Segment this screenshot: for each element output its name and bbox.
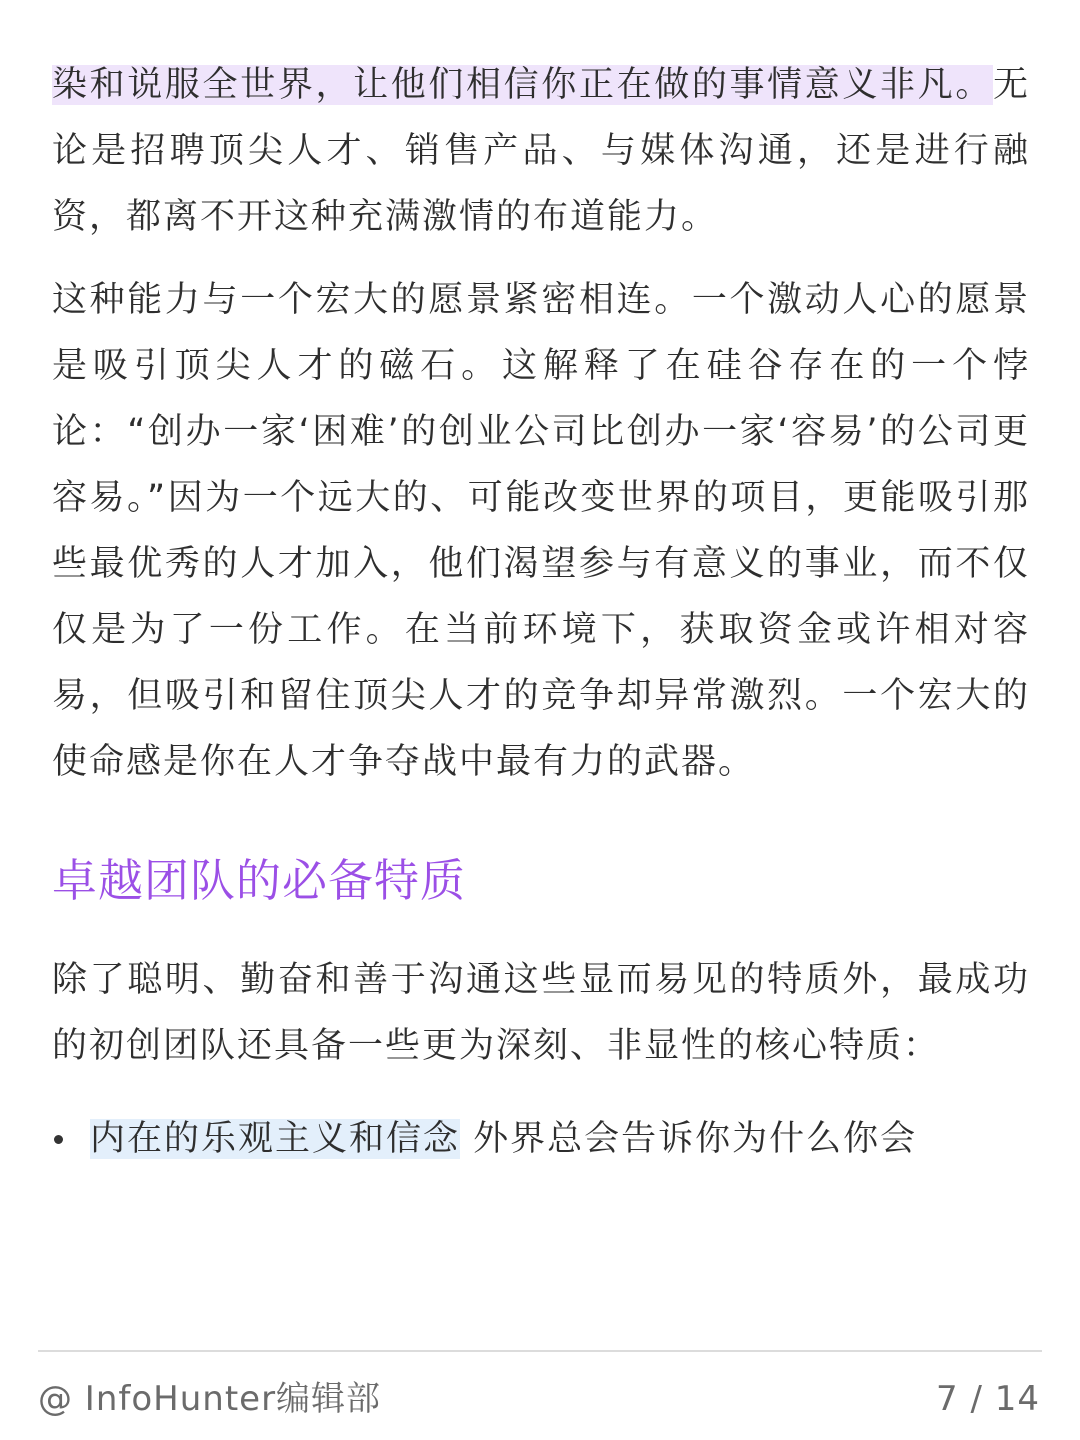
article-body	[52, 52, 1030, 1172]
highlighted-phrase: 内在的乐观主义和信念	[90, 1119, 461, 1159]
list-item-text: 外界总会告诉你为什么你会	[460, 1119, 918, 1159]
paragraph-text: 无论是招聘顶尖人才、销售产品、与媒体沟通，还是进行融资，都离不开这种充满激情的布道能力。	[52, 65, 1030, 237]
footer-author: @ InfoHunter编辑部	[38, 1379, 382, 1419]
list-item	[52, 1106, 1030, 1172]
highlighted-phrase: 染和说服全世界，让他们相信你正在做的事情意义非凡。	[52, 65, 993, 105]
section-heading: 卓越团队的必备特质	[52, 854, 467, 907]
paragraph-2: 这种能力与一个宏大的愿景紧密相连。一个激动人心的愿景是吸引顶尖人才的磁石。这解释了在硅谷存在的一个悖论：“创办一家‘困难’的创业公司比创办一家‘容易’的公司更容易。”因为一个远大的、可能改变世界的项目，更能吸引那些最优秀的人才加入，他们渴望参与有意义的事业，而不仅仅是为了一份工作。在当前环境下，获取资金或许相对容易，但吸引和留住顶尖人才的竞争却异常激烈。一个宏大的使命感是你在人才争夺战中最有力的武器。	[52, 280, 1030, 782]
bullet-list	[52, 1106, 1030, 1172]
paragraph-1	[52, 52, 1030, 250]
paragraph-3: 除了聪明、勤奋和善于沟通这些显而易见的特质外，最成功的初创团队还具备一些更为深刻、非显性的核心特质：	[52, 960, 1030, 1066]
bullet-icon	[54, 1135, 63, 1144]
page-indicator: 7 / 14	[936, 1379, 1040, 1419]
footer-divider	[38, 1350, 1042, 1352]
